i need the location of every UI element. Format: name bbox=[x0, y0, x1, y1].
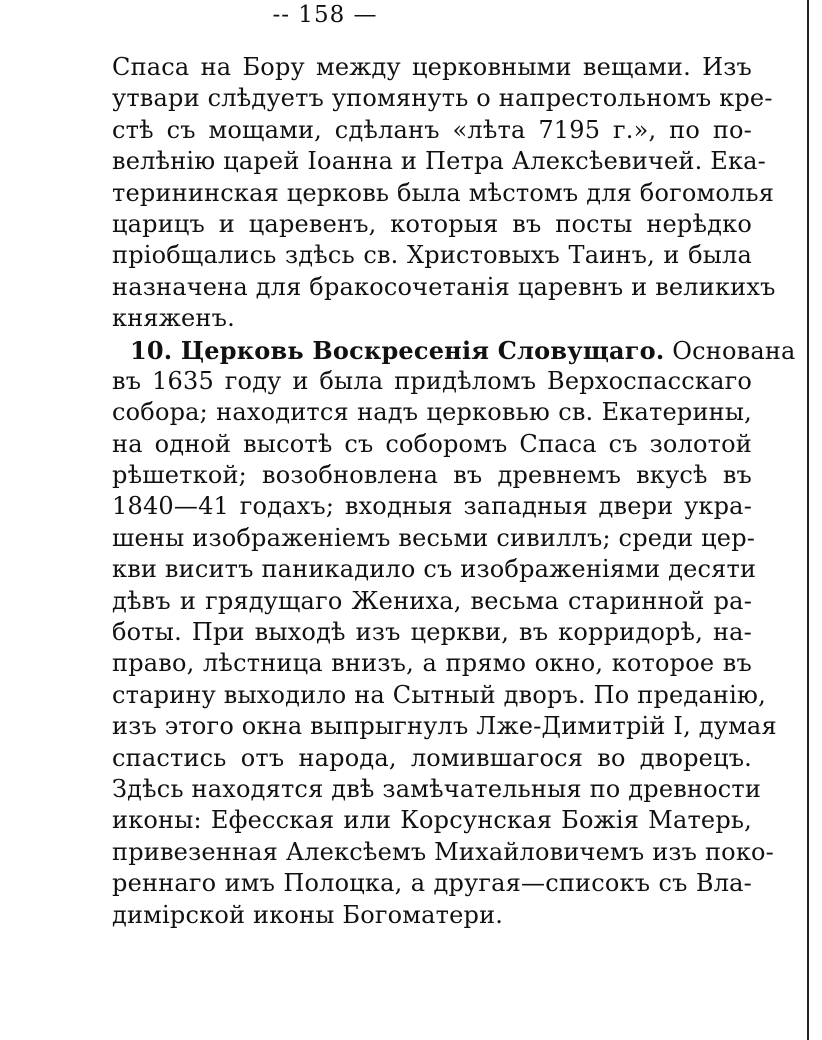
page-number: -- 158 — bbox=[272, 2, 378, 28]
page-text bbox=[112, 52, 796, 931]
text-line: старину выходило на Сытный дворъ. По преданію, bbox=[112, 680, 766, 709]
text-line: терининская церковь была мѣстомъ для богомолья bbox=[112, 178, 775, 207]
text-line: боты. При выходѣ изъ церкви, въ корридорѣ, на- bbox=[112, 618, 752, 647]
text-line: рѣшеткой; возобновлена въ древнемъ вкусѣ въ bbox=[112, 461, 752, 490]
text-line: на одной высотѣ съ соборомъ Спаса съ золотой bbox=[112, 429, 752, 458]
text-line: утвари слѣдуетъ упомянуть о напрестольномъ кре- bbox=[112, 84, 773, 113]
text-line: изъ этого окна выпрыгнулъ Лже-Димитрій I, думая bbox=[112, 712, 777, 741]
text-line: собора; находится надъ церковью св. Екатерины, bbox=[112, 398, 752, 427]
section-first-line-rest: Основана bbox=[672, 336, 796, 365]
text-line: шены изображеніемъ весьми сивиллъ; среди цер- bbox=[112, 523, 756, 552]
text-line: княженъ. bbox=[112, 304, 235, 333]
text-line: Здѣсь находятся двѣ замѣчательныя по древности bbox=[112, 774, 762, 803]
text-line: пріобщались здѣсь св. Христовыхъ Таинъ, и была bbox=[112, 241, 752, 270]
text-line: 1840—41 годахъ; входныя западныя двери укра- bbox=[112, 492, 752, 521]
text-line: право, лѣстница внизъ, а прямо окно, которое въ bbox=[112, 649, 752, 678]
text-line: кви виситъ паникадило съ изображеніями десяти bbox=[112, 555, 757, 584]
page-edge-rule bbox=[807, 0, 809, 1040]
text-line: привезенная Алексѣемъ Михайловичемъ изъ поко- bbox=[112, 837, 774, 866]
text-line: назначена для бракосочетанія царевнъ и великихъ bbox=[112, 272, 776, 301]
text-line: димірской иконы Богоматери. bbox=[112, 900, 504, 929]
text-line: иконы: Ефесская или Корсунская Божія Матерь, bbox=[112, 806, 752, 835]
text-line: Спаса на Бору между церковными вещами. Изъ bbox=[112, 53, 752, 81]
text-line: царицъ и царевенъ, которыя въ посты нерѣдко bbox=[112, 209, 752, 238]
text-line: спастись отъ народа, ломившагося во дворецъ. bbox=[112, 743, 752, 772]
text-line: велѣнію царей Іоанна и Петра Алексѣевичей. Ека- bbox=[112, 147, 766, 176]
text-line: стѣ съ мощами, сдѣланъ «лѣта 7195 г.», по по- bbox=[112, 115, 752, 144]
section-first-line bbox=[112, 335, 796, 366]
text-line: въ 1635 году и была придѣломъ Верхоспасскаго bbox=[112, 366, 752, 395]
text-line: дѣвъ и грядущаго Жениха, весьма старинной ра- bbox=[112, 586, 752, 615]
text-line: реннаго имъ Полоцка, а другая—списокъ съ Вла- bbox=[112, 869, 752, 898]
section-heading: 10. Церковь Воскресенія Словущаго. bbox=[130, 335, 665, 365]
